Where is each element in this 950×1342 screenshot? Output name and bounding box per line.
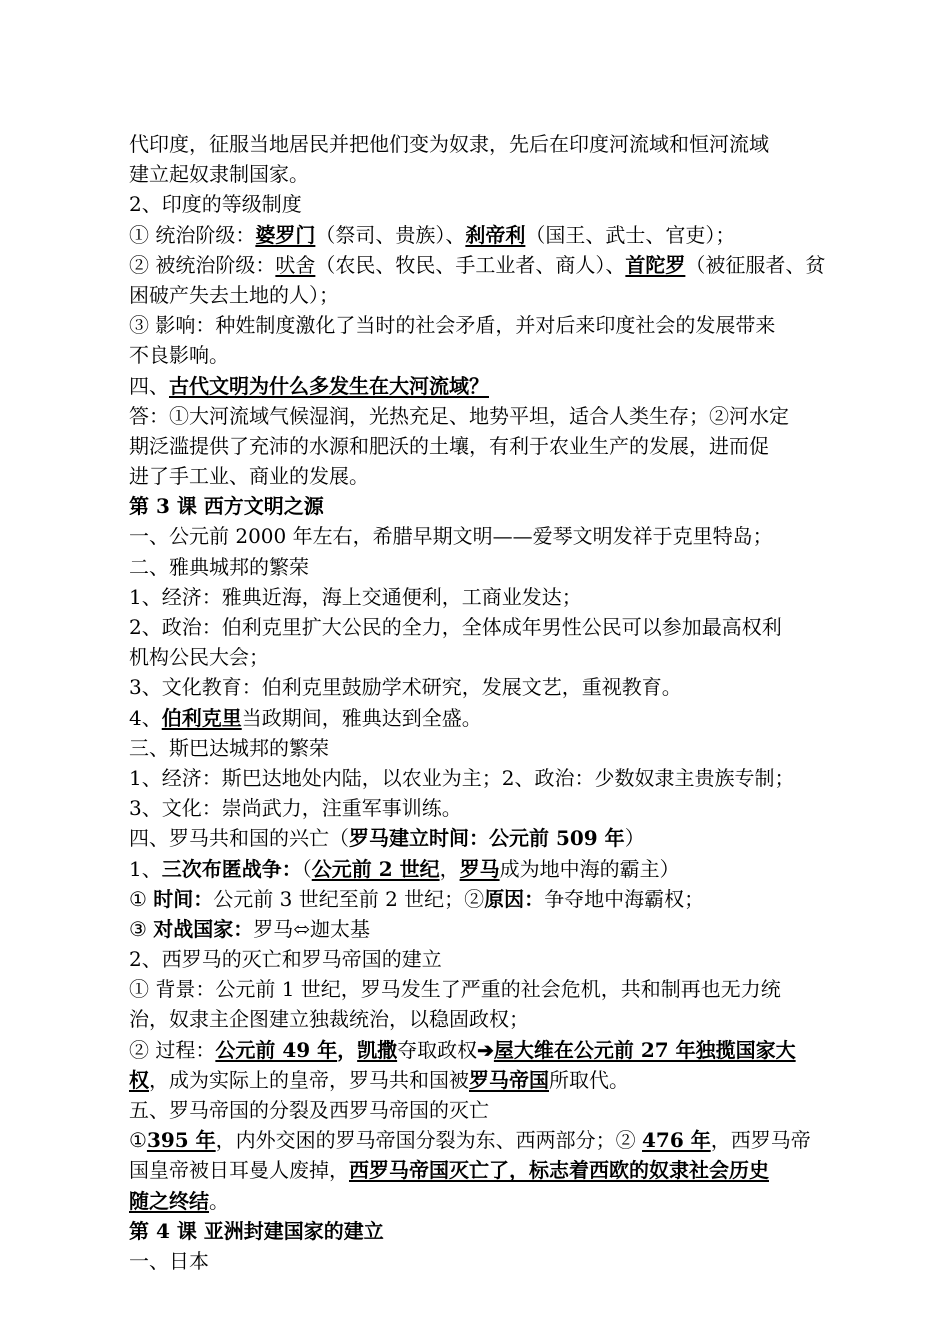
text-line [129,1216,825,1246]
text-run: 当政期间，雅典达到全盛。 [241,705,482,730]
text-line [129,672,825,702]
text-line [129,884,825,914]
text-line [129,1004,825,1034]
text-line [129,280,825,310]
text-run: ③ [129,916,154,941]
text-line [129,340,825,370]
text-run: （国王、武士、官吏）； [525,222,736,247]
text-run: ，西罗马帝 [710,1128,811,1153]
text-line [129,1035,825,1065]
text-line [129,854,825,884]
text-run: 1、经济：斯巴达地处内陆，以农业为主；2、政治：少数奴隶主贵族专制； [129,765,795,790]
text-run: 4、 [129,705,162,730]
text-run: 罗马建立时间：公元前 509 年 [349,826,625,851]
text-run: ① 背景：公元前 1 世纪，罗马发生了严重的社会危机，共和制再也无力统 [129,977,781,1002]
text-line [129,129,825,159]
text-line [129,310,825,340]
text-run: 刹帝利 [465,222,526,247]
text-line [129,914,825,944]
text-run: 时间： [153,886,214,911]
text-run: 机构公民大会； [129,645,269,670]
text-run: 婆罗门 [255,222,316,247]
text-line [129,1125,825,1155]
text-line [129,793,825,823]
text-line [129,371,825,401]
text-run: 原因： [484,886,545,911]
text-run: 困破产失去土地的人）； [129,282,339,307]
text-run: 395 年 [146,1128,216,1153]
text-line [129,491,825,521]
text-run: （被征服者、贫 [685,252,825,277]
text-line [129,431,825,461]
text-line [129,763,825,793]
text-run: 1、 [129,856,162,881]
text-line [129,944,825,974]
text-run: 第 4 课 亚洲封建国家的建立 [129,1218,384,1243]
text-run: 随之终结 [129,1188,209,1213]
text-run: 吠舍 [275,252,316,277]
text-run: ③ 影响：种姓制度激化了当时的社会矛盾，并对后来印度社会的发展带来 [129,313,776,338]
text-run: 罗马 [459,856,500,881]
text-run: ① [129,1128,147,1153]
text-run: 答：①大河流域气候湿润，光热充足、地势平坦，适合人类生存；②河水定 [129,403,789,428]
text-run: 2、西罗马的灭亡和罗马帝国的建立 [129,947,442,972]
text-line [129,1186,825,1216]
text-line [129,189,825,219]
text-line [129,401,825,431]
text-line [129,974,825,1004]
text-run: 屋大维在公元前 27 年独揽国家大 [493,1037,796,1062]
text-run: ② 过程： [129,1037,216,1062]
text-run: 一、公元前 2000 年左右，希腊早期文明——爱琴文明发祥于克里特岛； [129,524,773,549]
text-run: 第 3 课 西方文明之源 [129,494,324,519]
text-run: 治，奴隶主企图建立独裁统治，以稳固政权； [129,1007,529,1032]
text-run: 代印度，征服当地居民并把他们变为奴隶，先后在印度河流域和恒河流域 [129,132,769,156]
text-run: 进了手工业、商业的发展。 [129,464,369,489]
text-run: ① 统治阶级： [129,222,256,247]
text-run: 四、 [129,373,169,398]
text-run: 3、文化教育：伯利克里鼓励学术研究，发展文艺，重视教育。 [129,675,682,700]
text-run: 期泛滥提供了充沛的水源和肥沃的土壤，有利于农业生产的发展，进而促 [129,433,769,458]
text-line [129,1155,825,1185]
text-run: 五、罗马帝国的分裂及西罗马帝国的灭亡 [129,1098,489,1122]
text-line [129,159,825,189]
text-run: 2、印度的等级制度 [129,192,302,217]
text-run: （ [301,856,312,881]
text-run: 西罗马帝国灭亡了，标志着西欧的奴隶社会历史 [349,1158,769,1183]
text-run: 凯撒 [357,1037,398,1062]
text-run: 1、经济：雅典近海，海上交通便利，工商业发达； [129,584,582,609]
text-line [129,521,825,551]
text-run: ➔ [477,1037,494,1062]
text-run: 罗马帝国 [469,1067,549,1092]
text-run: 476 年 [642,1128,711,1153]
text-run: 四、罗马共和国的兴亡（ [129,826,349,851]
text-run: 权 [129,1067,149,1092]
text-line [129,823,825,853]
text-run: 建立起奴隶制国家。 [129,162,309,187]
text-run: ， [439,856,460,881]
text-run: 国皇帝被日耳曼人废掉， [129,1158,349,1183]
document-page [129,129,825,1276]
text-line [129,461,825,491]
text-line [129,703,825,733]
text-run: 对战国家： [153,916,254,941]
text-run: ② 被统治阶级： [129,252,276,277]
text-run: ，内外交困的罗马帝国分裂为东、西两部分；② [215,1128,643,1153]
text-line [129,220,825,250]
text-run: 伯利克里 [161,705,242,730]
text-line [129,1065,825,1095]
text-run: ① [129,886,154,911]
text-run: 2、政治：伯利克里扩大公民的全力，全体成年男性公民可以参加最高权利 [129,615,782,639]
text-run: ） [624,826,645,851]
text-line [129,612,825,642]
text-line [129,552,825,582]
text-run: （农民、牧民、手工业者、商人）、 [315,252,626,277]
text-line [129,582,825,612]
text-run: 成为地中海的霸主） [499,856,680,881]
text-line [129,250,825,280]
text-line [129,1246,825,1276]
text-run: 。 [209,1188,229,1213]
text-run: （祭司、贵族）、 [315,222,466,247]
text-line [129,642,825,672]
text-run: 夺取政权 [397,1037,478,1062]
text-line [129,1095,825,1125]
text-run: 公元前 49 年 [215,1037,338,1062]
text-run: 公元前 3 世纪至前 2 世纪；② [213,886,485,911]
text-run: 古代文明为什么多发生在大河流域？ [169,373,489,398]
text-run: ， [337,1037,358,1062]
text-run: 3、文化：崇尚武力，注重军事训练。 [129,796,462,821]
text-run: 所取代。 [549,1067,629,1092]
text-run: 三次布匿战争： [161,856,302,881]
text-run: 公元前 2 世纪 [311,856,440,881]
text-run: 罗马⬄迦太基 [253,916,371,941]
text-run: 三、斯巴达城邦的繁荣 [129,735,329,760]
text-run: 争夺地中海霸权； [544,886,705,911]
text-run: 不良影响。 [129,343,229,368]
text-run: 首陀罗 [625,252,686,277]
text-line [129,733,825,763]
text-run: 二、雅典城邦的繁荣 [129,554,309,579]
text-run: ，成为实际上的皇帝，罗马共和国被 [149,1067,469,1092]
text-run: 一、日本 [129,1248,209,1273]
